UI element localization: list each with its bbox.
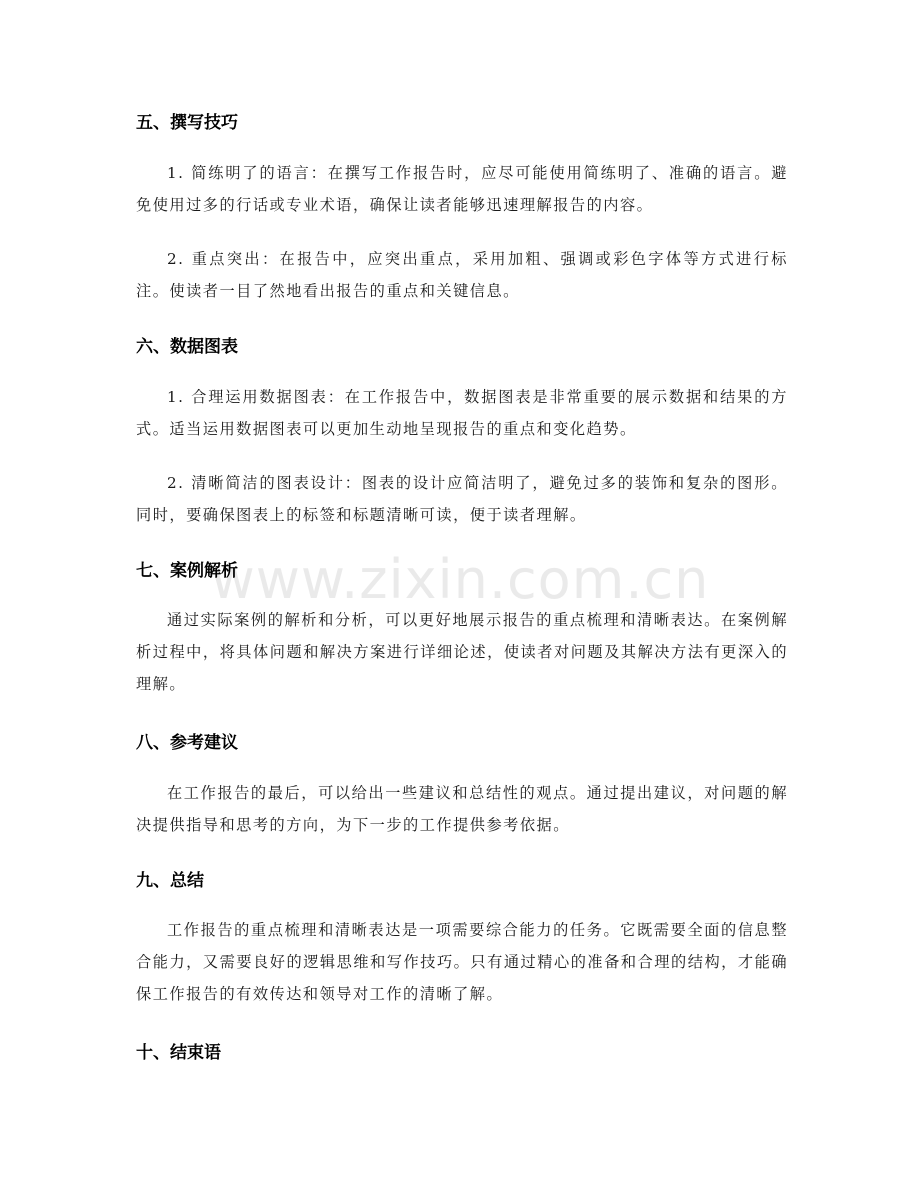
section-heading-5: 五、撰写技巧 <box>136 113 238 133</box>
section-heading-10: 十、结束语 <box>136 1043 221 1063</box>
section-heading-6: 六、数据图表 <box>136 337 238 357</box>
watermark: www.zixin.com.cn <box>210 548 710 611</box>
section-5-paragraph-1: 1. 简练明了的语言：在撰写工作报告时，应尽可能使用简练明了、准确的语言。避免使用过多的行话或专业术语，确保让读者能够迅速理解报告的内容。 <box>136 164 788 214</box>
section-7-paragraph-1: 通过实际案例的解析和分析，可以更好地展示报告的重点梳理和清晰表达。在案例解析过程中，将具体问题和解决方案进行详细论述，使读者对问题及其解决方法有更深入的理解。 <box>136 611 788 693</box>
section-8-paragraph-1: 在工作报告的最后，可以给出一些建议和总结性的观点。通过提出建议，对问题的解决提供指导和思考的方向，为下一步的工作提供参考依据。 <box>136 784 788 834</box>
section-heading-8: 八、参考建议 <box>136 733 238 753</box>
section-9-paragraph-1: 工作报告的重点梳理和清晰表达是一项需要综合能力的任务。它既需要全面的信息整合能力，又需要良好的逻辑思维和写作技巧。只有通过精心的准备和合理的结构，才能确保工作报告的有效传达和领导对工作的清晰了解。 <box>136 921 788 1003</box>
section-6-paragraph-2: 2. 清晰简洁的图表设计：图表的设计应简洁明了，避免过多的装饰和复杂的图形。同时，要确保图表上的标签和标题清晰可读，便于读者理解。 <box>136 474 788 524</box>
section-6-paragraph-1: 1. 合理运用数据图表：在工作报告中，数据图表是非常重要的展示数据和结果的方式。适当运用数据图表可以更加生动地呈现报告的重点和变化趋势。 <box>136 388 788 438</box>
section-heading-7: 七、案例解析 <box>136 561 238 581</box>
section-5-paragraph-2: 2. 重点突出：在报告中，应突出重点，采用加粗、强调或彩色字体等方式进行标注。使读者一目了然地看出报告的重点和关键信息。 <box>136 250 788 300</box>
section-heading-9: 九、总结 <box>136 871 204 891</box>
